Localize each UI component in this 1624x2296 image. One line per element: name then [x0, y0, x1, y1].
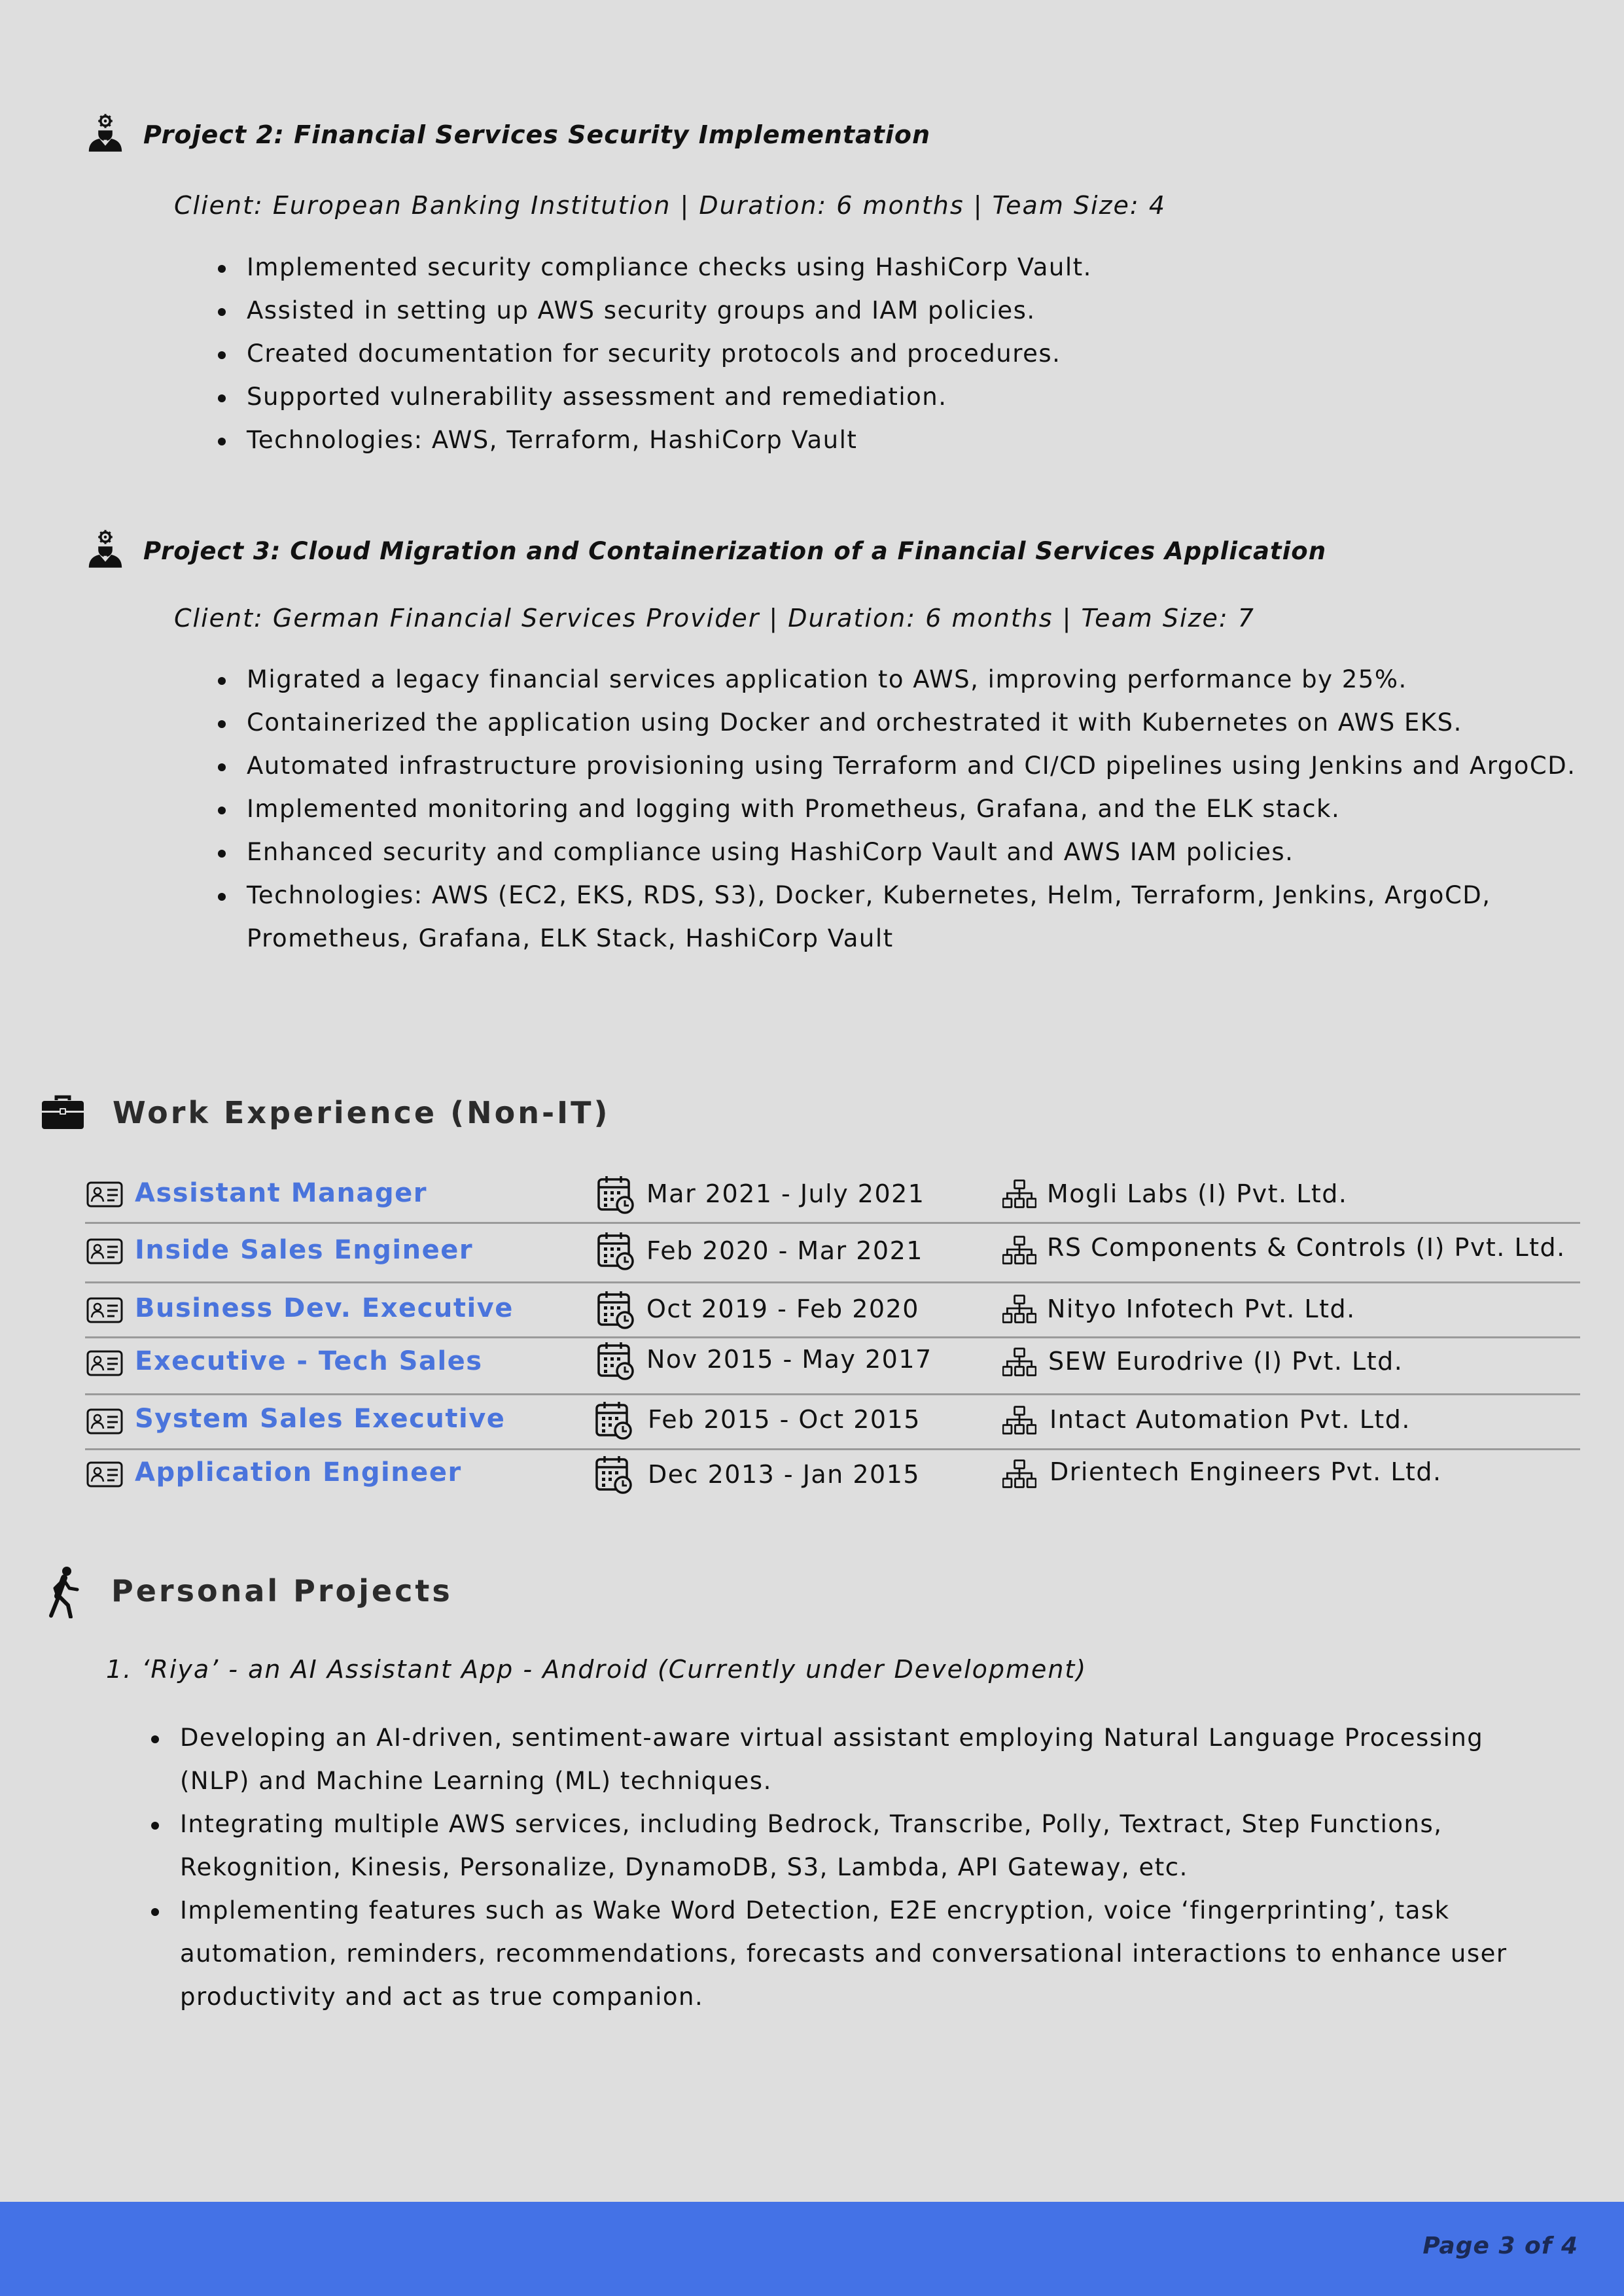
project-client-info: Client: European Banking Institution | Duration: 6 months | Team Size: 4 [174, 191, 1166, 220]
briefcase-icon [42, 1095, 84, 1129]
row-divider [85, 1448, 1580, 1450]
walking-person-icon [47, 1566, 84, 1618]
calendar-clock-icon [597, 1231, 634, 1270]
job-role: Business Dev. Executive [135, 1293, 514, 1323]
org-chart-icon [1002, 1347, 1036, 1378]
calendar-clock-icon [597, 1175, 634, 1214]
id-card-icon [86, 1461, 123, 1487]
id-card-icon [86, 1350, 123, 1376]
row-divider [85, 1393, 1580, 1395]
project-title: Project 3: Cloud Migration and Containerization of a Financial Services Application [143, 537, 1327, 565]
engineer-icon [88, 530, 123, 568]
section-heading: Work Experience (Non-IT) [113, 1095, 610, 1130]
bullet-item: Supported vulnerability assessment and remediation. [247, 375, 1581, 419]
bullet-item: Integrating multiple AWS services, including Bedrock, Transcribe, Polly, Textract, Step Functions, Rekognition, Kinesis, Personalize, DynamoDB, S3, Lambda, API Gateway, etc. [180, 1803, 1541, 1889]
project-client-info: Client: German Financial Services Provider | Duration: 6 months | Team Size: 7 [174, 604, 1255, 633]
company-name: RS Components & Controls (I) Pvt. Ltd. [1047, 1233, 1566, 1262]
section-heading: Personal Projects [111, 1573, 453, 1609]
personal-project-title: 1. ‘Riya’ - an AI Assistant App - Android (Currently under Development) [106, 1655, 1087, 1684]
calendar-clock-icon [597, 1341, 634, 1380]
id-card-icon [86, 1297, 123, 1323]
bullet-item: Enhanced security and compliance using HashiCorp Vault and AWS IAM policies. [247, 831, 1585, 874]
calendar-clock-icon [597, 1290, 634, 1329]
id-card-icon [86, 1408, 123, 1435]
job-role: Application Engineer [135, 1457, 462, 1487]
bullet-item: Automated infrastructure provisioning using Terraform and CI/CD pipelines using Jenkins and ArgoCD. [247, 744, 1585, 788]
bullet-item: Technologies: AWS, Terraform, HashiCorp Vault [247, 419, 1581, 462]
company-name: SEW Eurodrive (I) Pvt. Ltd. [1048, 1347, 1403, 1376]
job-dates: Oct 2019 - Feb 2020 [646, 1295, 919, 1323]
bullet-item: Developing an AI-driven, sentiment-aware virtual assistant employing Natural Language Processing (NLP) and Machine Learning (ML) techniques. [180, 1716, 1541, 1803]
org-chart-icon [1002, 1405, 1036, 1436]
row-divider [85, 1281, 1580, 1283]
job-dates: Feb 2015 - Oct 2015 [648, 1405, 921, 1434]
personal-project-bullets [180, 1716, 1541, 2019]
company-name: Intact Automation Pvt. Ltd. [1050, 1405, 1411, 1434]
project-bullets [247, 246, 1581, 462]
bullet-item: Created documentation for security protocols and procedures. [247, 332, 1581, 375]
company-name: Drientech Engineers Pvt. Ltd. [1050, 1457, 1442, 1486]
bullet-item: Implemented monitoring and logging with Prometheus, Grafana, and the ELK stack. [247, 788, 1585, 831]
page-footer [0, 2202, 1624, 2296]
bullet-item: Assisted in setting up AWS security groups and IAM policies. [247, 289, 1581, 332]
job-dates: Mar 2021 - July 2021 [646, 1179, 925, 1208]
job-role: Inside Sales Engineer [135, 1235, 474, 1265]
job-dates: Feb 2020 - Mar 2021 [646, 1236, 923, 1265]
org-chart-icon [1002, 1235, 1036, 1266]
calendar-clock-icon [595, 1400, 632, 1440]
bullet-item: Migrated a legacy financial services application to AWS, improving performance by 25%. [247, 658, 1585, 701]
org-chart-icon [1002, 1294, 1036, 1325]
job-dates: Nov 2015 - May 2017 [646, 1345, 932, 1374]
page-number: Page 3 of 4 [1422, 2233, 1578, 2259]
engineer-icon [88, 114, 123, 152]
org-chart-icon [1002, 1179, 1036, 1210]
company-name: Nityo Infotech Pvt. Ltd. [1047, 1295, 1356, 1323]
bullet-item: Technologies: AWS (EC2, EKS, RDS, S3), Docker, Kubernetes, Helm, Terraform, Jenkins, ArgoCD, Prometheus, Grafana, ELK Stack, HashiCorp Vault [247, 874, 1585, 960]
bullet-item: Containerized the application using Docker and orchestrated it with Kubernetes on AWS EKS. [247, 701, 1585, 744]
calendar-clock-icon [595, 1455, 632, 1494]
job-role: System Sales Executive [135, 1404, 506, 1434]
project-title: Project 2: Financial Services Security Implementation [143, 120, 931, 149]
bullet-item: Implementing features such as Wake Word Detection, E2E encryption, voice ‘fingerprinting’, task automation, reminders, recommendations, forecasts and conversational interactions to enhance user productivity and act as true companion. [180, 1889, 1541, 2019]
job-dates: Dec 2013 - Jan 2015 [648, 1460, 921, 1489]
row-divider [85, 1336, 1580, 1338]
id-card-icon [86, 1181, 123, 1208]
row-divider [85, 1222, 1580, 1224]
job-role: Assistant Manager [135, 1178, 427, 1208]
bullet-item: Implemented security compliance checks using HashiCorp Vault. [247, 246, 1581, 289]
id-card-icon [86, 1238, 123, 1264]
job-role: Executive - Tech Sales [135, 1346, 483, 1376]
org-chart-icon [1002, 1459, 1036, 1490]
project-bullets [247, 658, 1585, 960]
company-name: Mogli Labs (I) Pvt. Ltd. [1047, 1179, 1348, 1208]
